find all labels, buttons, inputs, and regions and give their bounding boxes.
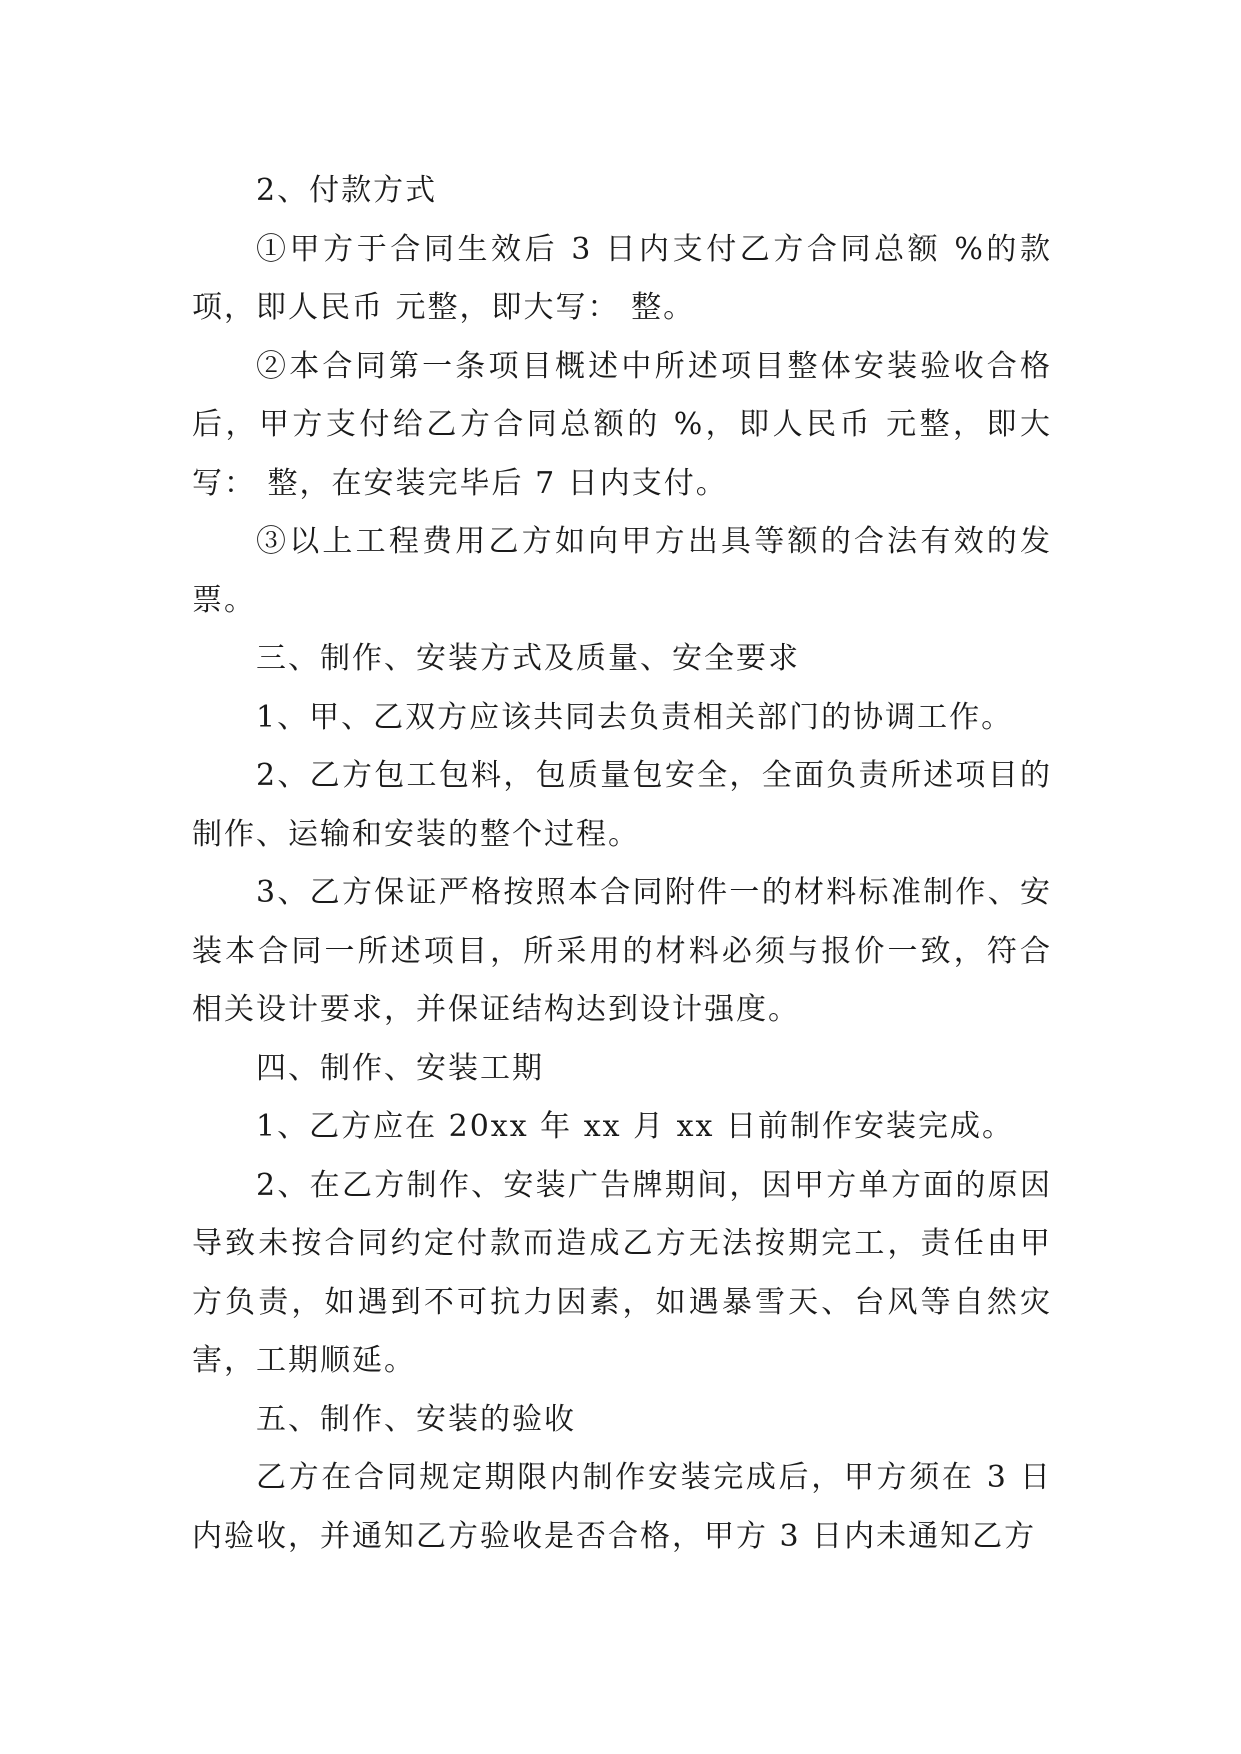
paragraph-section4-item-1: 1、乙方应在 20xx 年 xx 月 xx 日前制作安装完成。	[256, 1109, 1014, 1144]
section-heading-3: 三、制作、安装方式及质量、安全要求	[256, 641, 800, 676]
document-body	[192, 162, 1052, 1566]
paragraph-section5-body: 乙方在合同规定期限内制作安装完成后，甲方须在 3 日内验收，并通知乙方验收是否合格，甲方 3 日内未通知乙方	[192, 1460, 1052, 1554]
paragraph-section3-item-3: 3、乙方保证严格按照本合同附件一的材料标准制作、安装本合同一所述项目，所采用的材料必须与报价一致，符合相关设计要求，并保证结构达到设计强度。	[192, 875, 1052, 1027]
paragraph-payment-clause-3: ③以上工程费用乙方如向甲方出具等额的合法有效的发票。	[192, 524, 1052, 618]
section-heading-5: 五、制作、安装的验收	[256, 1401, 576, 1437]
paragraph-payment-clause-2: ②本合同第一条项目概述中所述项目整体安装验收合格后，甲方支付给乙方合同总额的 %，即人民币 元整，即大写： 整，在安装完毕后 7 日内支付。	[192, 348, 1052, 501]
paragraph-section3-item-2: 2、乙方包工包料，包质量包安全，全面负责所述项目的制作、运输和安装的整个过程。	[192, 758, 1052, 852]
section-heading-4: 四、制作、安装工期	[256, 1050, 544, 1086]
paragraph-section4-item-2: 2、在乙方制作、安装广告牌期间，因甲方单方面的原因导致未按合同约定付款而造成乙方无法按期完工，责任由甲方负责，如遇到不可抗力因素，如遇暴雪天、台风等自然灾害，工期顺延。	[192, 1167, 1052, 1378]
paragraph-payment-clause-1: ①甲方于合同生效后 3 日内支付乙方合同总额 %的款项，即人民币 元整，即大写： 整。	[192, 231, 1052, 325]
paragraph-payment-method-heading: 2、付款方式	[256, 173, 438, 208]
paragraph-section3-item-1: 1、甲、乙双方应该共同去负责相关部门的协调工作。	[256, 699, 1014, 735]
